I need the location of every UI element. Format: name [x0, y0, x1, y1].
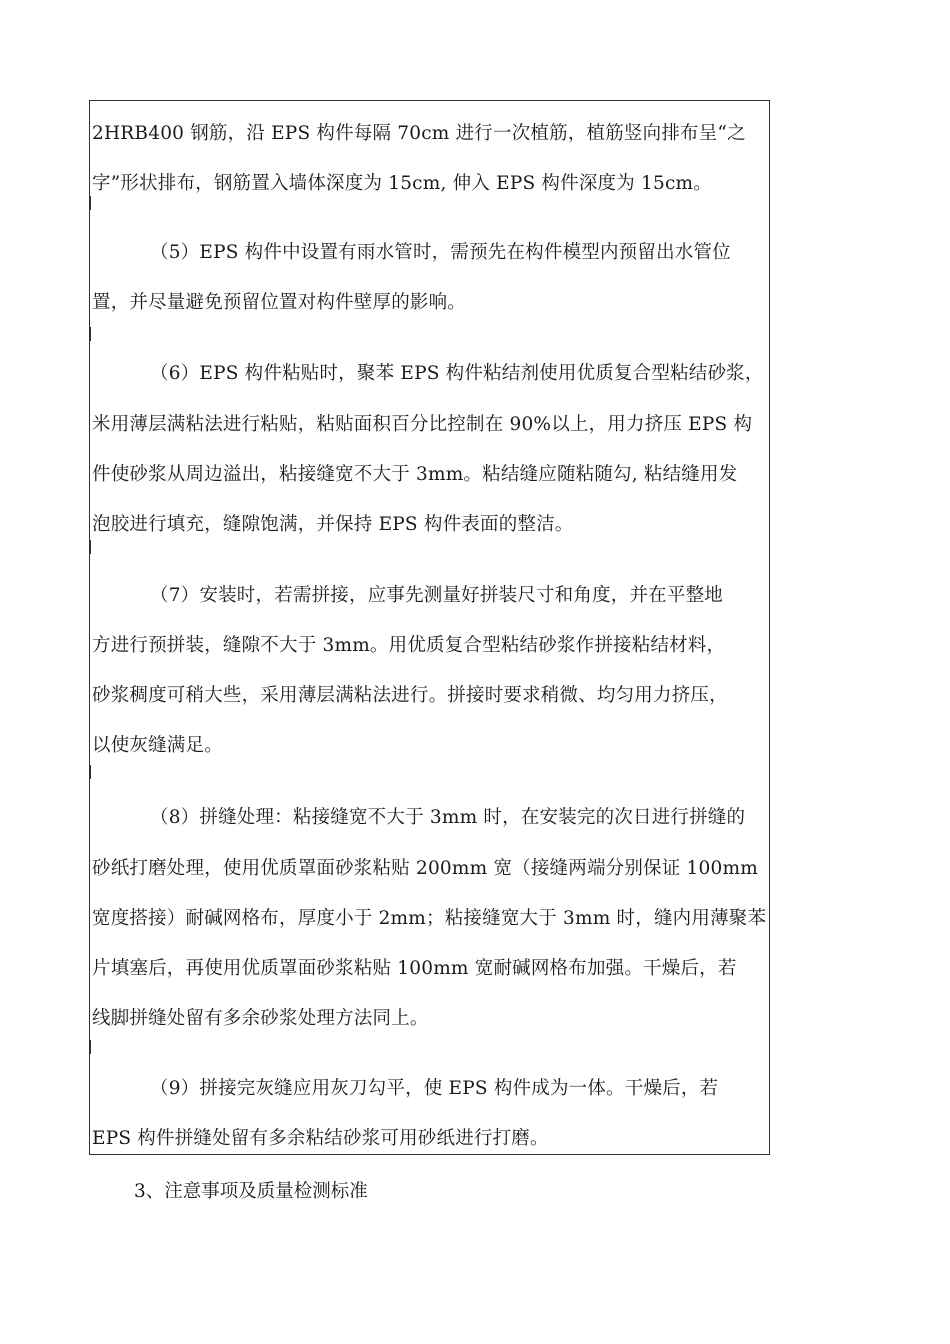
section-heading: 3、注意事项及质量检测标准 [134, 1181, 368, 1202]
paragraph-6-line-2: EPS 构件拼缝处留有多余粘结砂浆可用砂纸进行打磨。 [92, 1128, 549, 1149]
paragraph-5-line-5: 线脚拼缝处留有多余砂浆处理方法同上。 [92, 1008, 429, 1029]
paragraph-1-line-2: 字”形状排布，钢筋置入墙体深度为 15cm, 伸入 EPS 构件深度为 15cm。 [92, 173, 712, 194]
paragraph-3-line-4: 泡胶进行填充，缝隙饱满，并保持 EPS 构件表面的整洁。 [92, 514, 574, 535]
paragraph-1-line-1: 2HRB400 钢筋，沿 EPS 构件每隔 70cm 进行一次植筋，植筋竖向排布呈“之 [92, 123, 746, 144]
paragraph-2-line-2: 置，并尽量避免预留位置对构件壁厚的影响。 [92, 292, 467, 313]
paragraph-4-line-4: 以使灰缝满足。 [92, 735, 223, 756]
paragraph-5-line-4: 片填塞后，再使用优质罩面砂浆粘贴 100mm 宽耐碱网格布加强。干燥后，若 [92, 958, 737, 979]
paragraph-5-line-2: 砂纸打磨处理，使用优质罩面砂浆粘贴 200mm 宽（接缝两端分别保证 100mm [92, 858, 758, 879]
paragraph-5-line-3: 宽度搭接）耐碱网格布，厚度小于 2mm；粘接缝宽大于 3mm 时，缝内用薄聚苯 [92, 908, 767, 929]
frame-tick [89, 1040, 91, 1054]
frame-tick [89, 540, 91, 554]
frame-tick [89, 196, 91, 210]
paragraph-3-line-2: 米用薄层满粘法进行粘贴，粘贴面积百分比控制在 90%以上，用力挤压 EPS 构 [92, 414, 753, 435]
paragraph-4-line-1: （7）安装时，若需拼接，应事先测量好拼装尺寸和角度，并在平整地 [150, 585, 723, 606]
paragraph-3-line-3: 件使砂浆从周边溢出，粘接缝宽不大于 3mm。粘结缝应随粘随勾, 粘结缝用发 [92, 464, 738, 485]
paragraph-5-line-1: （8）拼缝处理：粘接缝宽不大于 3mm 时，在安装完的次日进行拼缝的 [150, 807, 746, 828]
frame-tick [89, 327, 91, 341]
paragraph-2-line-1: （5）EPS 构件中设置有雨水管时，需预先在构件模型内预留出水管位 [150, 242, 731, 263]
paragraph-6-line-1: （9）拼接完灰缝应用灰刀勾平，使 EPS 构件成为一体。干燥后，若 [150, 1078, 719, 1099]
paragraph-4-line-2: 方进行预拼装，缝隙不大于 3mm。用优质复合型粘结砂浆作拼接粘结材料， [92, 635, 726, 656]
paragraph-3-line-1: （6）EPS 构件粘贴时，聚苯 EPS 构件粘结剂使用优质复合型粘结砂浆， [150, 363, 764, 384]
paragraph-4-line-3: 砂浆稠度可稍大些，采用薄层满粘法进行。拼接时要求稍微、均匀用力挤压， [92, 685, 728, 706]
frame-tick [89, 765, 91, 779]
